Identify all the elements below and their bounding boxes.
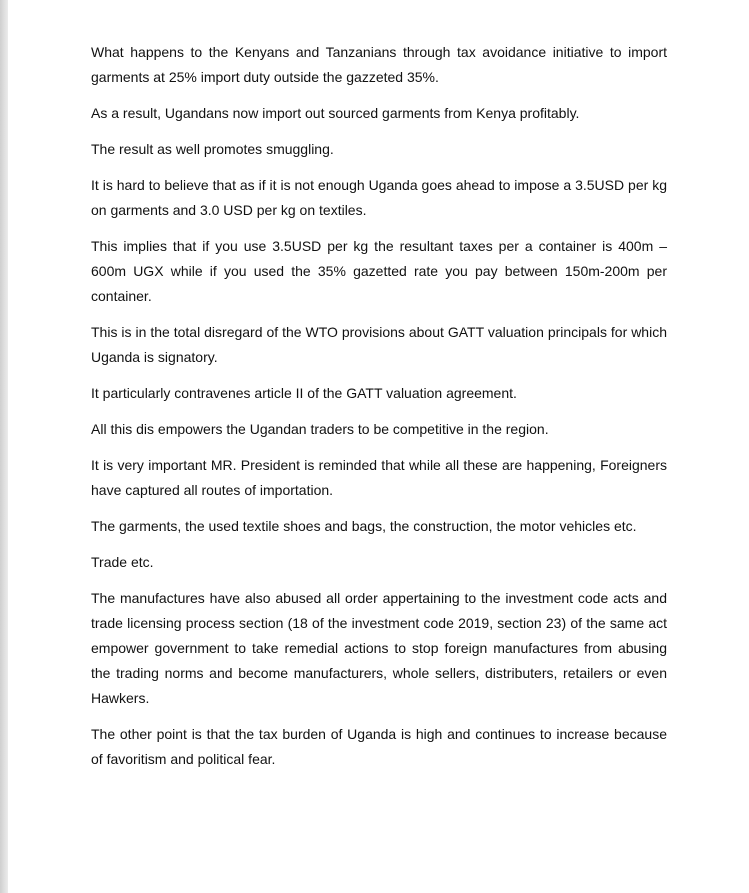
- paragraph-11: Trade etc.: [91, 554, 154, 570]
- paragraph-13: The other point is that the tax burden of Uganda is high and continues to increase because of favoritism and political fear.: [91, 726, 667, 767]
- paragraph-6: This is in the total disregard of the WTO provisions about GATT valuation principals for which Uganda is signatory.: [91, 324, 667, 365]
- paragraph-12: The manufactures have also abused all order appertaining to the investment code acts and trade licensing process section (18 of the investment code 2019, section 23) of the same act empower government to take remedial actions to stop foreign manufactures from abusing the trading norms and become manufacturers, whole sellers, distributers, retailers or even Hawkers.: [91, 590, 667, 706]
- paragraph-9: It is very important MR. President is reminded that while all these are happening, Foreigners have captured all routes of importation.: [91, 457, 667, 498]
- document-body: [91, 40, 667, 783]
- paragraph-2: As a result, Ugandans now import out sourced garments from Kenya profitably.: [91, 105, 580, 121]
- paragraph-7: It particularly contravenes article II of the GATT valuation agreement.: [91, 385, 517, 401]
- page-shadow-edge: [0, 0, 8, 893]
- paragraph-1: What happens to the Kenyans and Tanzanians through tax avoidance initiative to import garments at 25% import duty outside the gazzeted 35%.: [91, 44, 667, 85]
- paragraph-5: This implies that if you use 3.5USD per kg the resultant taxes per a container is 400m – 600m UGX while if you used the 35% gazetted rate you pay between 150m-200m per container.: [91, 238, 667, 304]
- paragraph-8: All this dis empowers the Ugandan traders to be competitive in the region.: [91, 421, 549, 437]
- paragraph-4: It is hard to believe that as if it is not enough Uganda goes ahead to impose a 3.5USD per kg on garments and 3.0 USD per kg on textiles.: [91, 177, 667, 218]
- paragraph-3: The result as well promotes smuggling.: [91, 141, 334, 157]
- document-page: [8, 0, 749, 893]
- paragraph-10: The garments, the used textile shoes and bags, the construction, the motor vehicles etc.: [91, 518, 637, 534]
